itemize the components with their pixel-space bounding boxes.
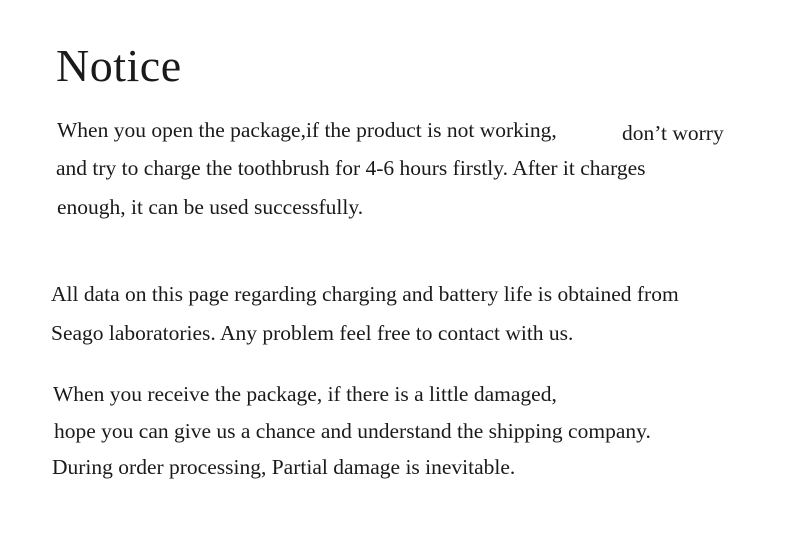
paragraph-line: Seago laboratories. Any problem feel free to contact with us. [51, 321, 574, 345]
paragraph-line: hope you can give us a chance and understand the shipping company. [54, 419, 651, 443]
paragraph-line: When you open the package,if the product is not working, [57, 118, 557, 142]
paragraph-line: and try to charge the toothbrush for 4-6 hours firstly. After it charges [56, 156, 646, 180]
notice-title: Notice [56, 40, 182, 91]
paragraph-line: enough, it can be used successfully. [57, 195, 364, 219]
paragraph-line: During order processing, Partial damage is inevitable. [52, 455, 516, 479]
paragraph-line: All data on this page regarding charging and battery life is obtained from [51, 282, 679, 306]
paragraph-line: don’t worry [622, 121, 724, 145]
paragraph-line: When you receive the package, if there is a little damaged, [53, 382, 557, 406]
